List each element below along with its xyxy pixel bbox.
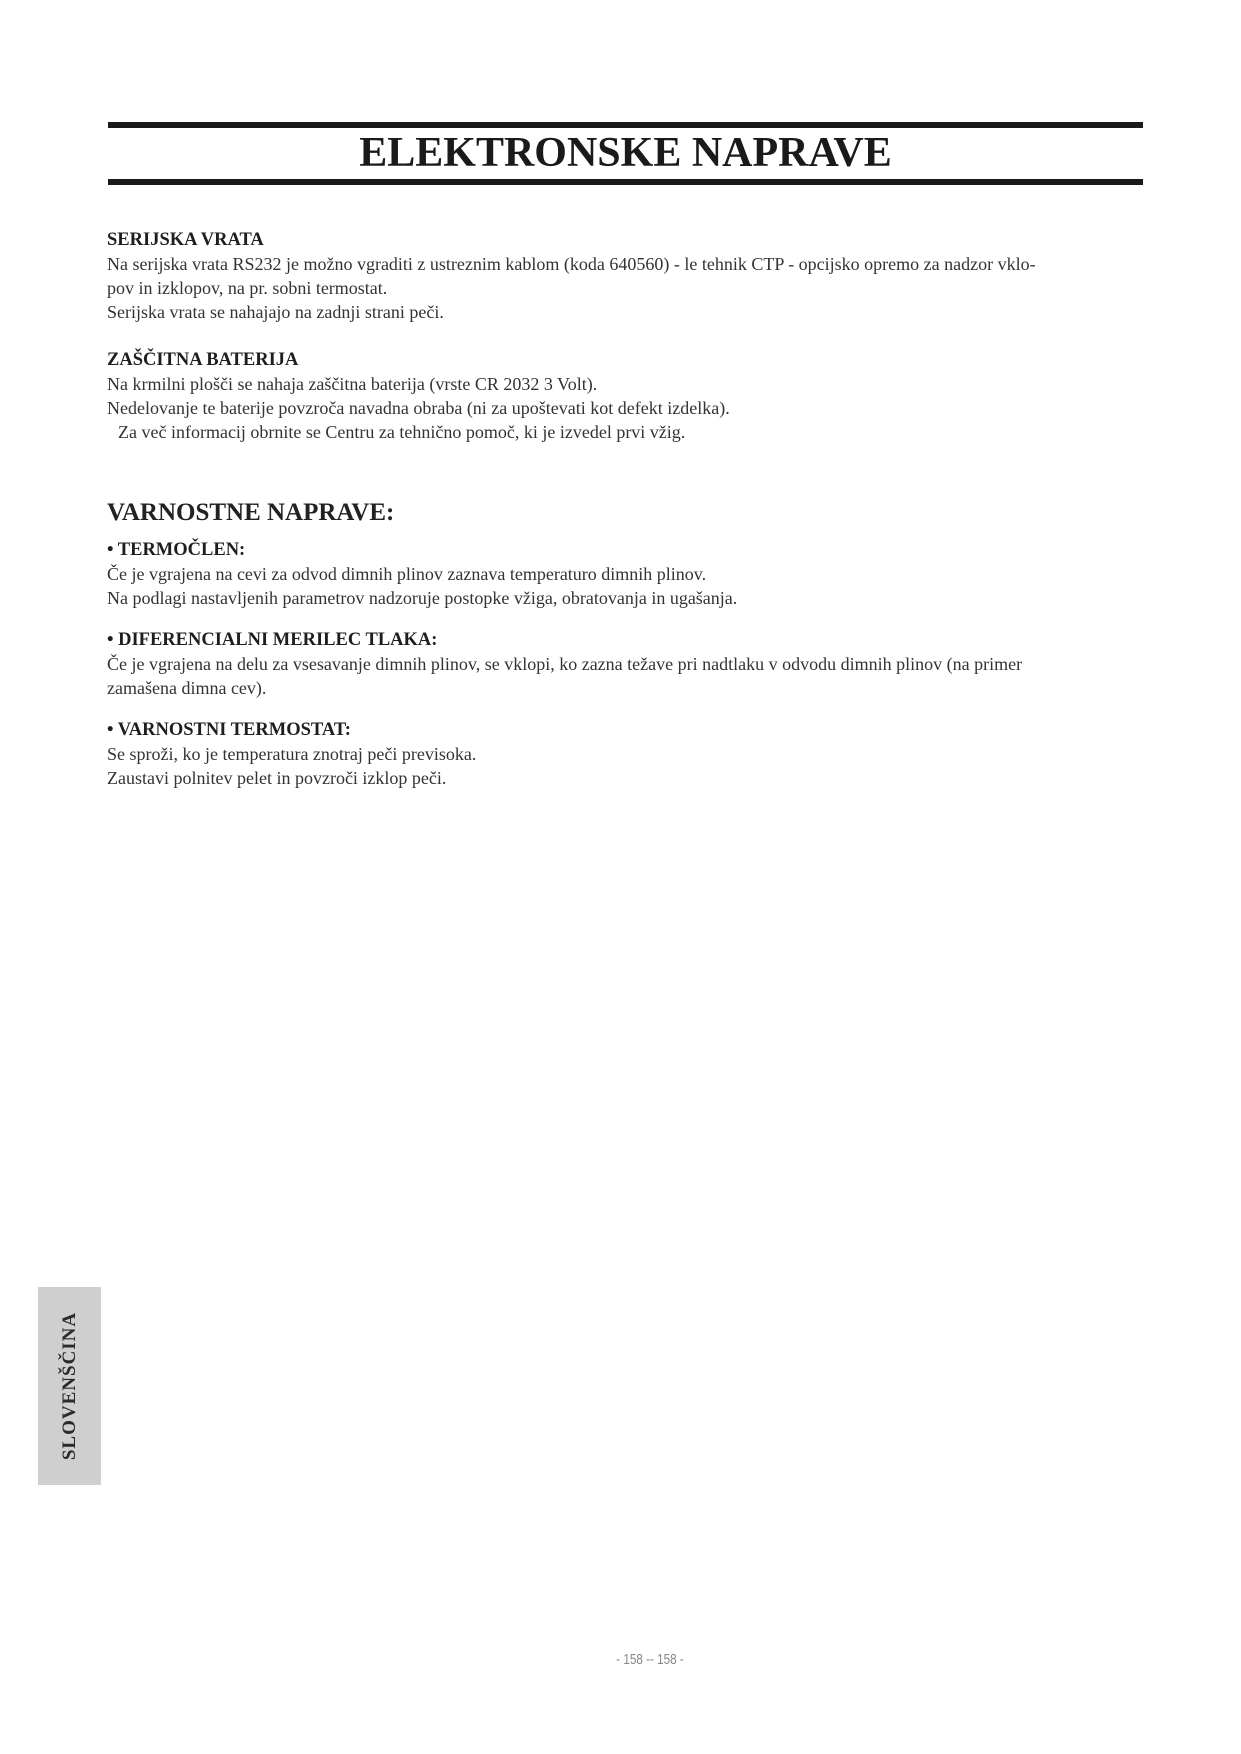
- serial-port-line: Serijska vrata se nahajajo na zadnji strani peči.: [107, 302, 444, 322]
- language-side-tab: [38, 1287, 101, 1485]
- thermocouple-heading: • TERMOČLEN:: [107, 540, 246, 560]
- safety-thermostat-heading: • VARNOSTNI TERMOSTAT:: [107, 720, 351, 740]
- safety-thermostat-line: Se sproži, ko je temperatura znotraj peči previsoka.: [107, 744, 477, 764]
- pressure-switch-section: [107, 628, 1147, 700]
- serial-port-section: [107, 228, 1147, 324]
- page-number: - 158 -- 158 -: [616, 1651, 684, 1668]
- language-label: SLOVENŠČINA: [58, 1311, 80, 1461]
- page-content: [107, 228, 1147, 790]
- pressure-switch-line: Če je vgrajena na delu za vsesavanje dimnih plinov, se vklopi, ko zazna težave pri nadtlaku v odvodu dimnih plinov (na primer: [107, 654, 1023, 674]
- battery-heading: ZAŠČITNA BATERIJA: [107, 350, 299, 370]
- safety-thermostat-line: Zaustavi polnitev pelet in povzroči izklop peči.: [107, 768, 447, 788]
- battery-section: [107, 348, 1147, 444]
- serial-port-line: Na serijska vrata RS232 je možno vgraditi z ustreznim kablom (koda 640560) - le tehnik CTP - opcijsko opremo za nadzor vklo-: [107, 254, 1036, 274]
- pressure-switch-heading: • DIFERENCIALNI MERILEC TLAKA:: [107, 630, 438, 650]
- thermocouple-section: [107, 538, 1147, 610]
- battery-line: Na krmilni plošči se nahaja zaščitna baterija (vrste CR 2032 3 Volt).: [107, 374, 598, 394]
- title-bottom-rule: [108, 179, 1143, 185]
- thermocouple-line: Na podlagi nastavljenih parametrov nadzoruje postopke vžiga, obratovanja in ugašanja.: [107, 588, 738, 608]
- safety-devices-heading: VARNOSTNE NAPRAVE:: [107, 499, 395, 526]
- serial-port-heading: SERIJSKA VRATA: [107, 230, 264, 250]
- thermocouple-line: Če je vgrajena na cevi za odvod dimnih plinov zaznava temperaturo dimnih plinov.: [107, 564, 707, 584]
- serial-port-line: pov in izklopov, na pr. sobni termostat.: [107, 278, 388, 298]
- page-title: ELEKTRONSKE NAPRAVE: [359, 130, 892, 176]
- safety-thermostat-section: [107, 718, 1147, 790]
- pressure-switch-line: zamašena dimna cev).: [107, 678, 267, 698]
- battery-line: Nedelovanje te baterije povzroča navadna obraba (ni za upoštevati kot defekt izdelka).: [107, 398, 730, 418]
- battery-line: Za več informacij obrnite se Centru za tehnično pomoč, ki je izvedel prvi vžig.: [118, 422, 686, 442]
